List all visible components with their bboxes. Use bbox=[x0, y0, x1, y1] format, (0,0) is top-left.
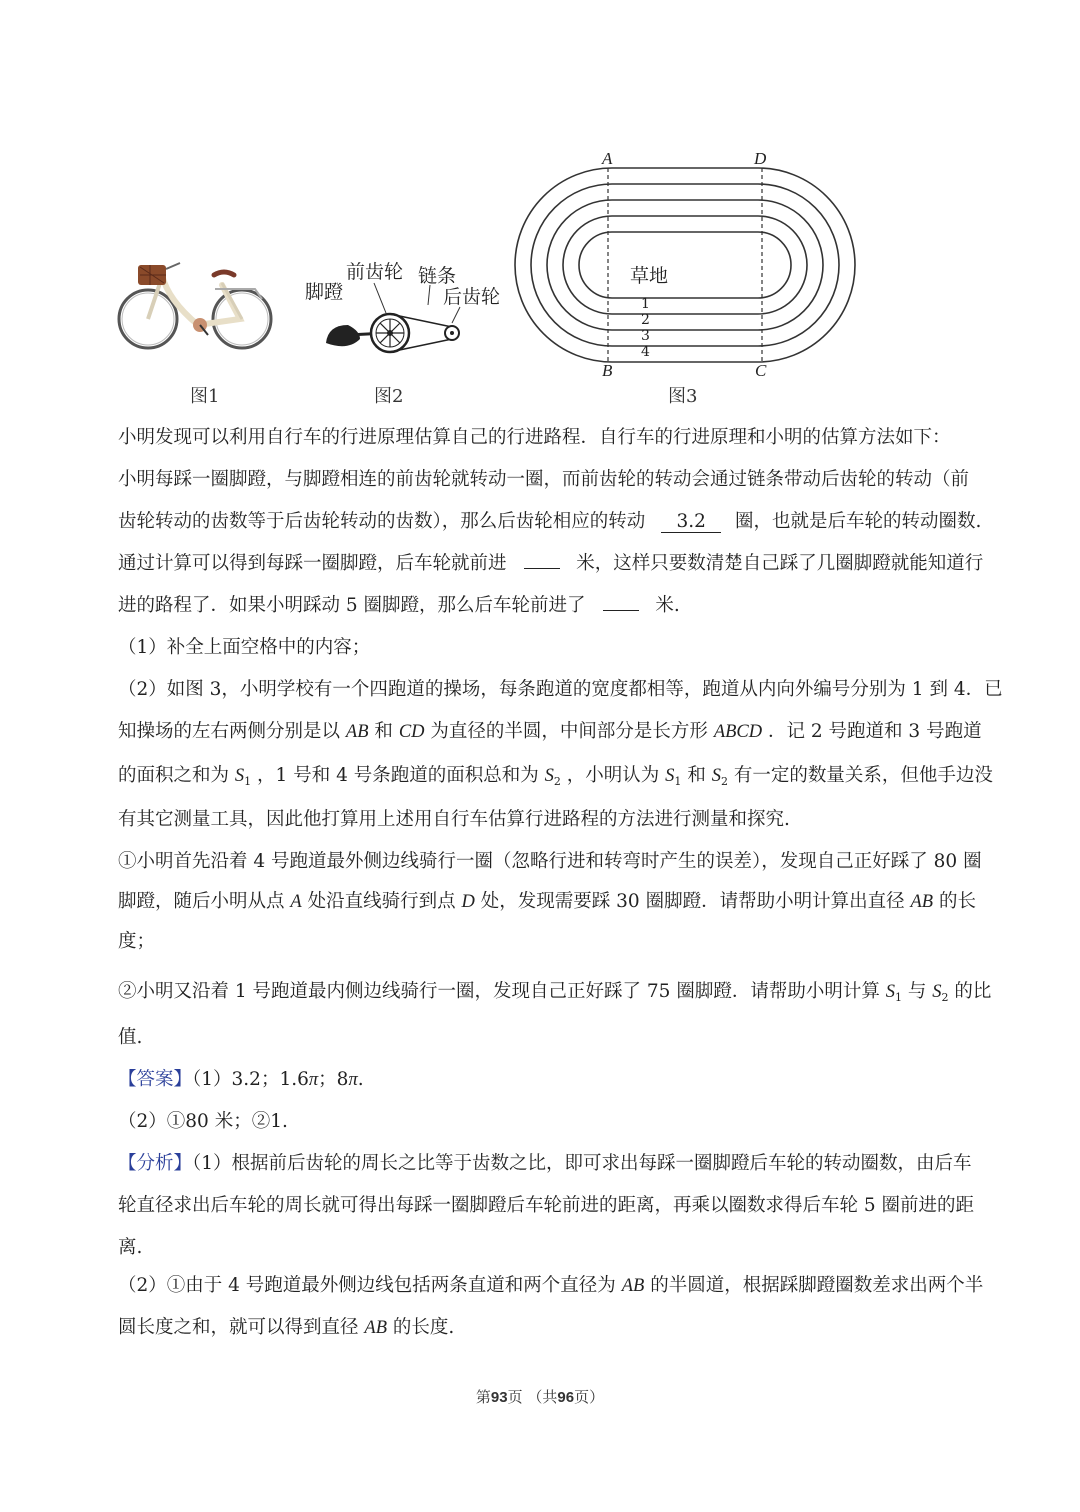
grass-label: 草地 bbox=[630, 265, 669, 287]
lane-number-3: 3 bbox=[641, 328, 650, 344]
subquestion-1-line-2: 脚蹬，随后小明从点 A 处沿直线骑行到点 D 处，发现需要踩 30 圈脚蹬．请帮助小明计算出直径 AB 的长 bbox=[118, 891, 976, 912]
figure-3-track bbox=[510, 148, 860, 384]
analysis-line-3: 离. bbox=[118, 1237, 143, 1258]
lane-number-4: 4 bbox=[641, 344, 650, 360]
figure-2-caption: 图2 bbox=[374, 386, 404, 407]
subquestion-1-line-1: ①小明首先沿着 4 号跑道最外侧边线骑行一圈（忽略行进和转弯时产生的误差），发现自己正好踩了 80 圈 bbox=[118, 851, 982, 872]
subquestion-2-line-2: 值. bbox=[118, 1027, 143, 1048]
problem-para-line-3: 通过计算可以得到每踩一圈脚蹬，后车轮就前进 米，这样只要数清楚自己踩了几圈脚蹬就能知道行 bbox=[118, 553, 984, 574]
question-2-line-1: （2）如图 3，小明学校有一个四跑道的操场，每条跑道的宽度都相等，跑道从内向外编号分别为 1 到 4．已 bbox=[118, 679, 1003, 700]
subquestion-1-line-3: 度； bbox=[118, 931, 156, 952]
page-footer: 第93页 （共96页） bbox=[475, 1388, 605, 1406]
question-2-line-2: 知操场的左右两侧分别是以 AB 和 CD 为直径的半圆，中间部分是长方形 ABCD ．记 2 号跑道和 3 号跑道 bbox=[118, 721, 982, 742]
problem-intro: 小明发现可以利用自行车的行进原理估算自己的行进路程．自行车的行进原理和小明的估算方法如下： bbox=[118, 427, 951, 448]
label-front-gear: 前齿轮 bbox=[346, 261, 404, 283]
answer-tag: 【答案】 bbox=[118, 1069, 193, 1090]
problem-para-line-4: 进的路程了．如果小明踩动 5 圈脚蹬，那么后车轮前进了 米. bbox=[118, 595, 680, 616]
page-number: 93 bbox=[490, 1389, 508, 1406]
figure-1-bicycle bbox=[110, 245, 280, 360]
analysis-line-1: 【分析】（1）根据前后齿轮的周长之比等于齿数之比，即可求出每踩一圈脚蹬后车轮的转动圈数，由后车 bbox=[118, 1153, 972, 1174]
analysis-line-4: （2）①由于 4 号跑道最外侧边线包括两条直道和两个直径为 AB 的半圆道，根据踩脚蹬圈数差求出两个半 bbox=[118, 1275, 984, 1296]
track-lane-1 bbox=[563, 216, 807, 314]
track-lane-2 bbox=[547, 200, 823, 330]
answer-blank-1: 3.2 bbox=[661, 512, 721, 533]
total-pages: 96 bbox=[557, 1389, 575, 1406]
analysis-tag: 【分析】 bbox=[118, 1153, 193, 1174]
label-pedal: 脚蹬 bbox=[305, 281, 344, 303]
analysis-line-2: 轮直径求出后车轮的周长就可得出每踩一圈脚蹬后车轮前进的距离，再乘以圈数求得后车轮 5 圈前进的距 bbox=[118, 1195, 975, 1216]
problem-para-line-2: 齿轮转动的齿数等于后齿轮转动的齿数），那么后齿轮相应的转动 3.2 圈，也就是后车轮的转动圈数. bbox=[118, 511, 982, 532]
figure-2-gears bbox=[300, 255, 510, 365]
figure-3-caption: 图3 bbox=[668, 386, 698, 407]
point-C: C bbox=[755, 361, 767, 380]
answer-line-1: 【答案】（1）3.2；1.6π；8π. bbox=[118, 1069, 364, 1090]
track-lane-outer-4 bbox=[515, 168, 855, 362]
question-2-line-3: 的面积之和为 $S_1$ ，1 号和 4 号条跑道的面积总和为 $S_2$ ，小明认为 $S_1$ 和 $S_2$ 有一定的数量关系，但他手边没 bbox=[118, 765, 993, 788]
point-A: A bbox=[602, 149, 613, 168]
question-2-line-4: 有其它测量工具，因此他打算用上述用自行车估算行进路程的方法进行测量和探究. bbox=[118, 809, 790, 830]
answer-blank-3 bbox=[603, 610, 639, 611]
problem-para-line-1: 小明每踩一圈脚蹬，与脚蹬相连的前齿轮就转动一圈，而前齿轮的转动会通过链条带动后齿轮的转动（前 bbox=[118, 469, 970, 490]
answer-blank-2 bbox=[524, 568, 560, 569]
lane-number-2: 2 bbox=[641, 312, 650, 328]
analysis-line-5: 圆长度之和，就可以得到直径 AB 的长度. bbox=[118, 1317, 455, 1338]
label-chain: 链条 bbox=[418, 265, 457, 287]
label-rear-gear: 后齿轮 bbox=[443, 286, 501, 308]
figure-1-caption: 图1 bbox=[190, 386, 220, 407]
answer-line-2: （2）①80 米；②1. bbox=[118, 1111, 288, 1132]
track-lane-3 bbox=[531, 184, 839, 346]
point-D: D bbox=[754, 149, 767, 168]
subquestion-2-line-1: ②小明又沿着 1 号跑道最内侧边线骑行一圈，发现自己正好踩了 75 圈脚蹬．请帮助小明计算 $S_1$ 与 $S_2$ 的比 bbox=[118, 981, 992, 1004]
track-inner-field bbox=[579, 232, 791, 298]
question-1: （1）补全上面空格中的内容； bbox=[118, 637, 371, 658]
lane-number-1: 1 bbox=[641, 296, 650, 312]
point-B: B bbox=[602, 361, 613, 380]
